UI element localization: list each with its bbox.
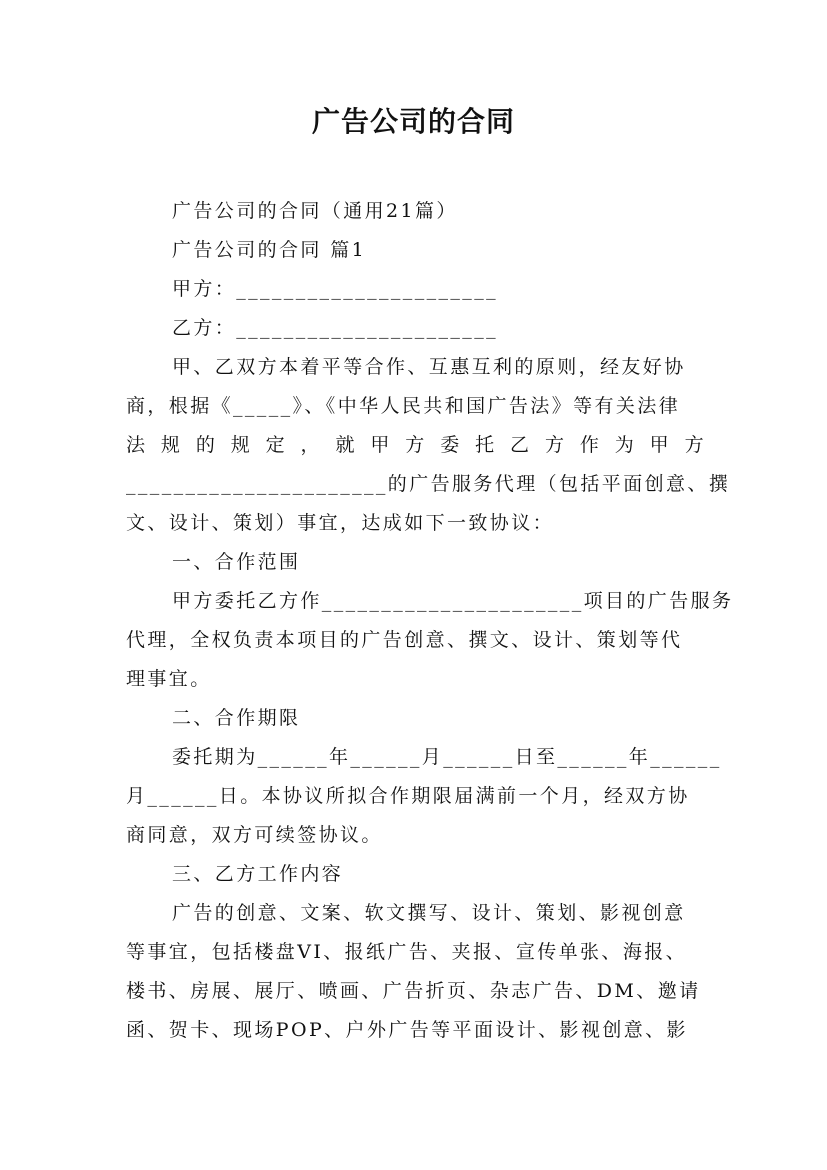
paragraph-line: 商同意，双方可续签协议。 — [126, 824, 383, 846]
clause-heading: 一、合作范围 — [172, 551, 301, 573]
paragraph-line: 文、设计、策划）事宜，达成如下一致协议： — [126, 512, 555, 534]
paragraph-line: 广告的创意、文案、软文撰写、设计、策划、影视创意 — [172, 902, 686, 924]
paragraph-line: 委托期为______年______月______日至______年______ — [172, 746, 722, 768]
paragraph-line: 代理，全权负责本项目的广告创意、撰文、设计、策划等代 — [126, 629, 683, 651]
section-heading: 广告公司的合同 篇1 — [172, 239, 367, 261]
clause-heading: 二、合作期限 — [172, 707, 301, 729]
party-b-line: 乙方：______________________ — [172, 317, 499, 339]
paragraph-line: 法规的规定，就甲方委托乙方作为甲方 — [126, 434, 706, 456]
party-a-line: 甲方：______________________ — [172, 278, 499, 300]
paragraph-line: 甲方委托乙方作______________________项目的广告服务 — [172, 590, 734, 612]
paragraph-line: 商，根据《_____》、《中华人民共和国广告法》等有关法律 — [126, 395, 681, 417]
paragraph-line: 甲、乙双方本着平等合作、互惠互利的原则，经友好协 — [172, 356, 686, 378]
paragraph-line: 等事宜，包括楼盘VI、报纸广告、夹报、宣传单张、海报、 — [126, 941, 688, 963]
document-body — [126, 192, 734, 1050]
paragraph-line: 函、贺卡、现场POP、户外广告等平面设计、影视创意、影 — [126, 1019, 688, 1041]
paragraph-line: ______________________的广告服务代理（包括平面创意、撰 — [126, 473, 731, 495]
subtitle-line: 广告公司的合同（通用21篇） — [172, 200, 458, 222]
document-title: 广告公司的合同 — [311, 105, 515, 138]
clause-heading: 三、乙方工作内容 — [172, 863, 344, 885]
paragraph-line: 楼书、房展、展厅、喷画、广告折页、杂志广告、DM、邀请 — [126, 980, 701, 1002]
paragraph-line: 月______日。本协议所拟合作期限届满前一个月，经双方协 — [126, 785, 690, 807]
paragraph-line: 理事宜。 — [126, 668, 212, 690]
